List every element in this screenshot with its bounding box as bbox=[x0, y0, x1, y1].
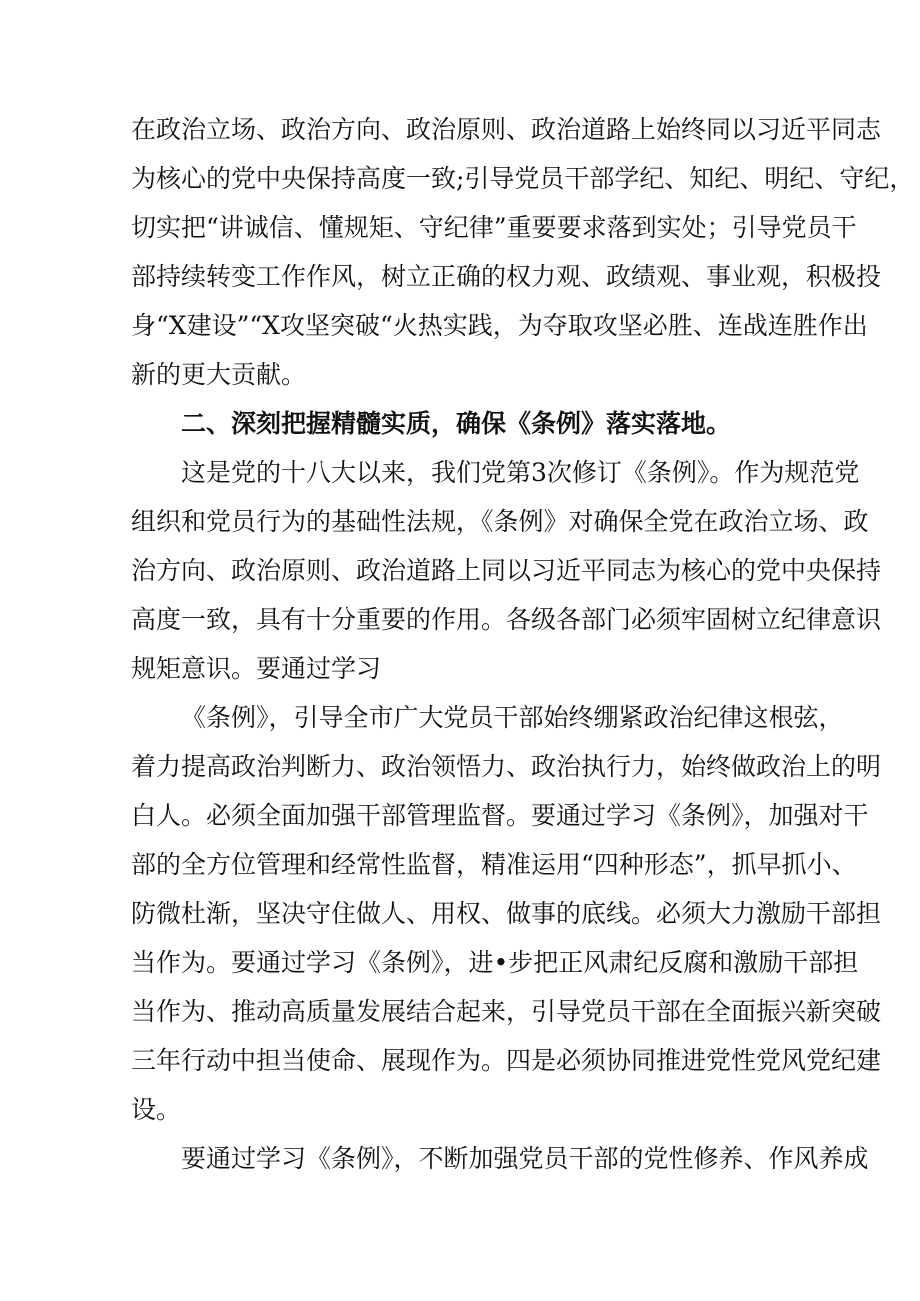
paragraph-3-line-4: 部的全方位管理和经常性监督，精准运用“四种形态”，抓早抓小、 bbox=[131, 850, 857, 879]
paragraph-3-line-8: 三年行动中担当使命、展现作为。四是必须协同推进党性党风党纪建 bbox=[131, 1046, 882, 1075]
paragraph-3-line-6: 当作为。要通过学习《条例》，进•步把正风肃纪反腐和激励干部担 bbox=[131, 948, 859, 977]
paragraph-2-line-2: 组织和党员行为的基础性法规，《条例》对确保全党在政治立场、政 bbox=[131, 507, 869, 536]
paragraph-2-line-4: 高度一致，具有十分重要的作用。各级各部门必须牢固树立纪律意识 bbox=[131, 605, 882, 634]
paragraph-1-line-5: 身“X建设”“X攻坚突破“火热实践，为夺取攻坚必胜、连战连胜作出 bbox=[131, 311, 868, 340]
paragraph-1-line-1: 在政治立场、政治方向、政治原则、政治道路上始终同以习近平同志 bbox=[131, 115, 882, 144]
paragraph-3-line-2: 着力提高政治判断力、政治领悟力、政治执行力，始终做政治上的明 bbox=[131, 752, 882, 781]
paragraph-2-line-1: 这是党的十八大以来，我们党第3次修订《条例》。作为规范党 bbox=[181, 458, 860, 487]
paragraph-3-line-3: 白人。必须全面加强干部管理监督。要通过学习《条例》，加强对干 bbox=[131, 801, 869, 830]
paragraph-2-line-5: 规矩意识。要通过学习 bbox=[131, 654, 382, 683]
paragraph-1-line-2: 为核心的党中央保持高度一致;引导党员干部学纪、知纪、明纪、守纪， bbox=[131, 164, 915, 193]
paragraph-3-line-5: 防微杜渐，坚决守住做人、用权、做事的底线。必须大力激励干部担 bbox=[131, 899, 882, 928]
paragraph-1-line-6: 新的更大贡献。 bbox=[131, 360, 307, 389]
section-heading-2: 二、深刻把握精髓实质，确保《条例》落实落地。 bbox=[181, 409, 732, 438]
paragraph-4-line-1: 要通过学习《条例》，不断加强党员干部的党性修养、作风养成 bbox=[181, 1144, 869, 1173]
paragraph-1-line-3: 切实把“讲诚信、懂规矩、守纪律”重要要求落到实处；引导党员干 bbox=[131, 213, 857, 242]
paragraph-1-line-4: 部持续转变工作作风，树立正确的权力观、政绩观、事业观，积极投 bbox=[131, 262, 882, 291]
paragraph-2-line-3: 治方向、政治原则、政治道路上同以习近平同志为核心的党中央保持 bbox=[131, 556, 882, 585]
paragraph-3-line-9: 设。 bbox=[131, 1095, 182, 1124]
paragraph-3-line-1: 《条例》，引导全市广大党员干部始终绷紧政治纪律这根弦， bbox=[181, 703, 844, 732]
paragraph-3-line-7: 当作为、推动高质量发展结合起来，引导党员干部在全面振兴新突破 bbox=[131, 997, 882, 1026]
